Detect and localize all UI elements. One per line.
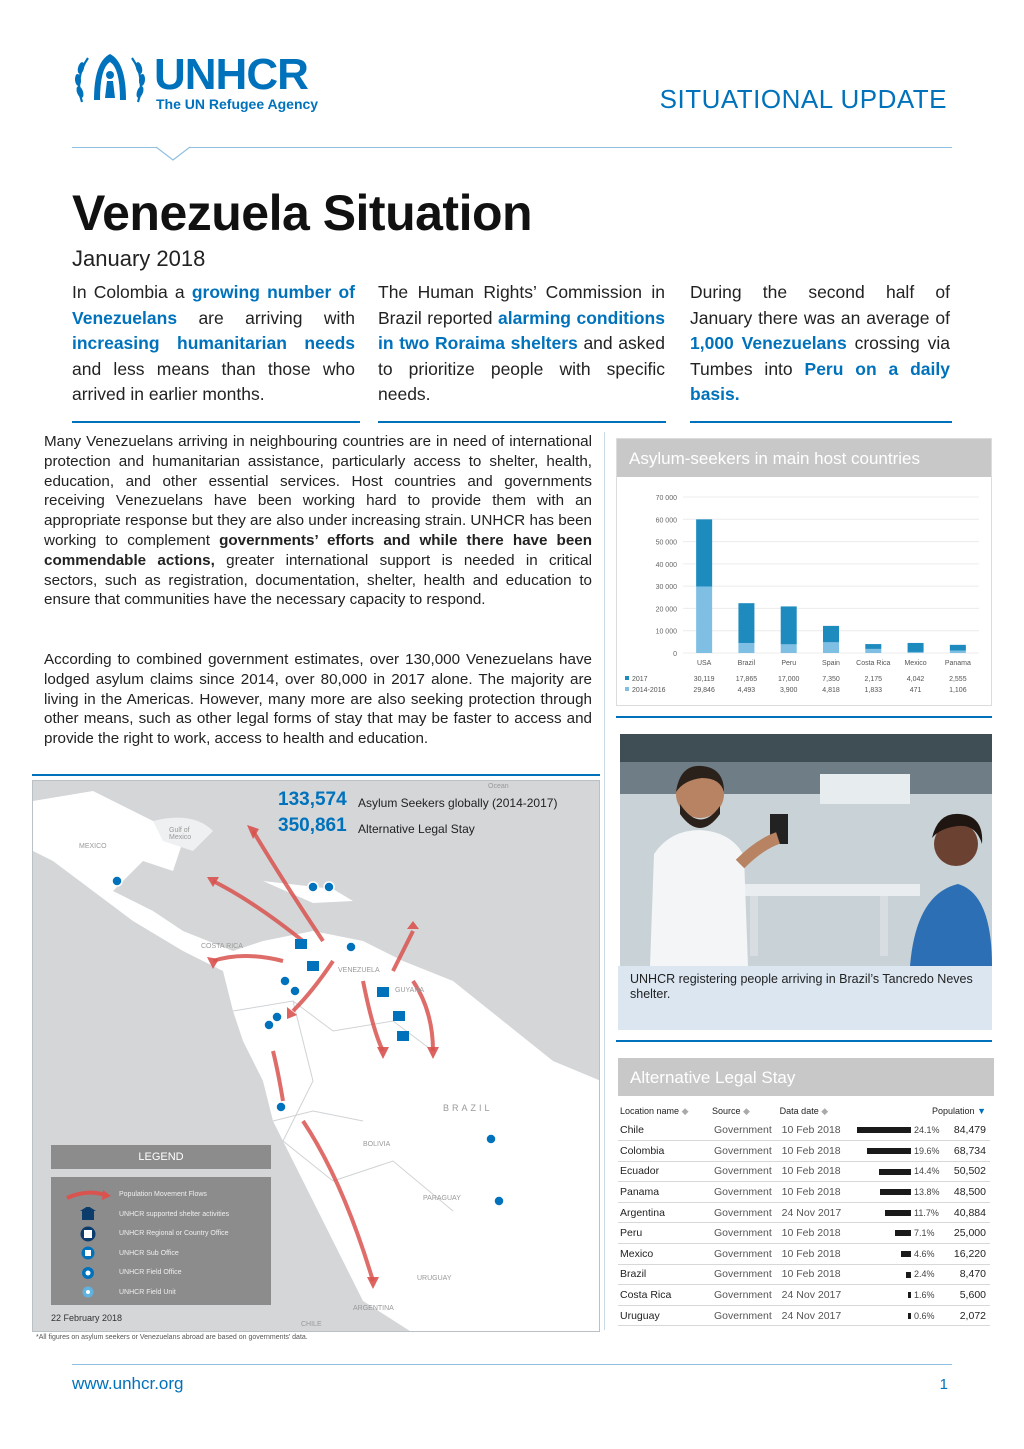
- als-pop: 40,884: [953, 1206, 986, 1219]
- y-tick-label: 40 000: [655, 561, 677, 569]
- als-pct: 7.1%: [914, 1228, 935, 1239]
- legend-item-field-unit: UNHCR Field Unit: [63, 1283, 263, 1303]
- als-pct-bar: [901, 1251, 911, 1257]
- als-pop: 48,500: [953, 1186, 986, 1199]
- als-population-cell: [855, 1264, 990, 1285]
- page-subtitle: January 2018: [72, 246, 206, 271]
- legend-item-field-office: UNHCR Field Office: [63, 1263, 263, 1283]
- als-pct-bar: [885, 1210, 911, 1216]
- als-pop: 2,072: [959, 1309, 986, 1322]
- bar-2017: [823, 626, 839, 642]
- y-tick-label: 10 000: [655, 628, 677, 636]
- als-pct-bar: [880, 1189, 911, 1195]
- als-population-cell: [855, 1223, 990, 1244]
- photo-illustration: [620, 734, 992, 966]
- flow-arrow-icon: [63, 1189, 113, 1201]
- als-col-population[interactable]: Population ▼: [932, 1106, 986, 1116]
- column-rule-1: [72, 421, 360, 423]
- table-row: [618, 1161, 990, 1182]
- als-population-cell: [855, 1305, 990, 1326]
- data-table-value: 471: [909, 687, 922, 694]
- als-date: 24 Nov 2017: [781, 1289, 842, 1302]
- column-separator: [604, 432, 605, 1330]
- map-label-guyana: GUYANA: [395, 987, 425, 994]
- unhcr-logo: [72, 48, 352, 118]
- als-date: 10 Feb 2018: [781, 1165, 841, 1178]
- map-stat-2-value: 350,861: [278, 815, 347, 836]
- als-pct: 2.4%: [914, 1269, 935, 1280]
- legend-item-flows: Population Movement Flows: [63, 1185, 263, 1205]
- table-row: [618, 1141, 990, 1162]
- highlight-column-3: During the second half of January there was an average of 1,000 Venezuelans crossing via Tumbes into Peru on a daily basis.: [690, 282, 950, 405]
- als-pct: 11.7%: [914, 1207, 939, 1218]
- legend-item-shelter: UNHCR supported shelter activities: [63, 1205, 263, 1225]
- als-location: Colombia: [620, 1144, 665, 1157]
- als-source: Government: [713, 1289, 772, 1302]
- als-table: [618, 1102, 990, 1326]
- data-table-value: 30,119: [693, 676, 715, 683]
- map-label-uruguay: URUGUAY: [417, 1275, 452, 1282]
- map-label-venezuela: VENEZUELA: [338, 967, 380, 974]
- als-pct-bar: [906, 1272, 911, 1278]
- x-tick-label: Panama: [944, 660, 971, 667]
- als-date: 24 Nov 2017: [781, 1206, 842, 1219]
- als-pop: 8,470: [959, 1268, 986, 1281]
- data-table-value: 3,900: [779, 687, 798, 694]
- map-label-argentina: ARGENTINA: [353, 1305, 394, 1312]
- als-pop: 50,502: [953, 1165, 986, 1178]
- als-population-cell: [855, 1244, 990, 1265]
- legend-label: 2014-2016: [632, 687, 666, 694]
- bar-2014-2016: [865, 649, 881, 653]
- data-table-value: 2,555: [949, 676, 967, 683]
- als-pct: 0.6%: [914, 1310, 935, 1321]
- als-population-cell: [855, 1182, 990, 1203]
- als-pct-bar: [857, 1127, 911, 1133]
- field-office-icon: [63, 1266, 113, 1280]
- y-tick-label: 0: [673, 651, 677, 658]
- data-table-value: 29,846: [693, 687, 715, 694]
- als-source: Government: [713, 1165, 772, 1178]
- als-source: Government: [713, 1227, 772, 1240]
- shelter-icon: [63, 1207, 113, 1221]
- map-stat-1-value: 133,574: [278, 789, 347, 810]
- als-location: Peru: [620, 1227, 643, 1240]
- map-label-bolivia: BOLIVIA: [363, 1141, 391, 1148]
- als-title: Alternative Legal Stay: [618, 1058, 994, 1096]
- map-label-costa-rica: COSTA RICA: [201, 943, 243, 950]
- data-table-value: 2,175: [864, 676, 883, 683]
- bar-2017: [696, 519, 712, 586]
- als-table-body: [618, 1120, 990, 1326]
- als-pop: 68,734: [953, 1144, 986, 1157]
- als-pop: 5,600: [959, 1289, 986, 1302]
- body-paragraph-1: Many Venezuelans arriving in neighbouring countries are in need of international protection and humanitarian assistance, particularly access to shelter, health, education, and other essential services. Host countries and governments receiving Venezuelans have been working hard to provide them with an appropriate response but they are also under increasing strain. UNHCR has been working to complement governments’ efforts and while there have been commendable actions, greater international support is needed in critical sectors, such as registration, documentation, shelter, health and education to ensure that communities have the necessary capacity to respond.: [44, 433, 593, 609]
- y-tick-label: 60 000: [655, 517, 677, 525]
- als-pct: 1.6%: [914, 1290, 935, 1301]
- asylum-bar-chart: [617, 477, 991, 705]
- field-unit-icon: [63, 1285, 113, 1299]
- als-pop: 16,220: [953, 1247, 986, 1260]
- chart-rule: [616, 716, 992, 718]
- body-rule: [32, 774, 600, 776]
- bar-2014-2016: [823, 642, 839, 653]
- data-table-value: 17,865: [735, 676, 758, 683]
- photo-caption: UNHCR registering people arriving in Brazil’s Tancredo Neves shelter.: [618, 966, 992, 1030]
- situational-update-tag: SITUATIONAL UPDATE: [659, 84, 947, 114]
- als-pct-bar: [879, 1169, 911, 1175]
- map-date: 22 February 2018: [51, 1313, 123, 1323]
- x-tick-label: Spain: [822, 660, 840, 667]
- highlight-column-1: In Colombia a growing number of Venezuelans are arriving with increasing humanitarian needs and less means than those who arrived in earlier months.: [72, 282, 355, 405]
- page-number: 1: [939, 1376, 948, 1393]
- column-rule-3: [690, 421, 952, 423]
- divider-notch-icon: [156, 146, 190, 162]
- als-population-cell: [855, 1161, 990, 1182]
- als-location: Brazil: [620, 1268, 647, 1281]
- map-label-chile: CHILE: [301, 1321, 322, 1328]
- als-pop: 84,479: [953, 1124, 986, 1137]
- table-row: [618, 1182, 990, 1203]
- als-pop: 25,000: [953, 1227, 986, 1240]
- als-source: Government: [713, 1186, 772, 1199]
- als-pct: 24.1%: [914, 1125, 940, 1136]
- body-paragraph-2: According to combined government estimates, over 130,000 Venezuelans have lodged asylum claims since 2014, over 80,000 in 2017 alone. The majority are living in the Americas. However, many more are also seeking protection through other means, such as other legal forms of stay that may be faster to access and provide the right to work, access to health and education.: [44, 651, 592, 748]
- bar-2017: [781, 606, 797, 644]
- data-table-value: 4,493: [737, 687, 756, 694]
- regional-office-icon: [63, 1226, 113, 1242]
- legend-swatch: [625, 687, 629, 691]
- bar-2017: [738, 603, 754, 643]
- als-header-row: [618, 1102, 990, 1120]
- registration-photo: [620, 734, 992, 966]
- als-col-location[interactable]: Location name ◆: [620, 1105, 689, 1116]
- als-source: Government: [713, 1247, 772, 1260]
- als-source: Government: [713, 1206, 772, 1219]
- bar-2014-2016: [738, 643, 754, 653]
- table-row: [618, 1120, 990, 1141]
- sort-icon: ◆: [743, 1105, 750, 1116]
- table-row: [618, 1305, 990, 1326]
- x-tick-label: Mexico: [904, 660, 927, 667]
- y-tick-label: 20 000: [655, 606, 677, 614]
- map-label-gulf: Gulf of Mexico: [169, 827, 192, 841]
- als-pct-bar: [895, 1230, 911, 1236]
- legend-list: [63, 1185, 263, 1302]
- data-table-value: 1,106: [949, 687, 967, 694]
- sort-icon: ◆: [821, 1105, 829, 1116]
- table-row: [618, 1223, 990, 1244]
- als-source: Government: [713, 1144, 772, 1157]
- photo-rule: [616, 1040, 992, 1042]
- sort-desc-icon: ▼: [977, 1106, 986, 1116]
- venezuela-situation-map: [32, 780, 600, 1332]
- table-row: [618, 1285, 990, 1306]
- als-date: 24 Nov 2017: [781, 1309, 842, 1322]
- data-table-value: 1,833: [864, 687, 883, 694]
- als-pct: 19.6%: [914, 1145, 940, 1156]
- legend-item-regional-office: UNHCR Regional or Country Office: [63, 1224, 263, 1244]
- als-source: Government: [713, 1124, 772, 1137]
- asylum-chart-panel: [616, 438, 992, 706]
- unhcr-emblem-icon: [72, 48, 148, 112]
- table-row: [618, 1264, 990, 1285]
- bar-2017: [950, 645, 966, 651]
- chart-title: Asylum-seekers in main host countries: [617, 439, 991, 477]
- table-row: [618, 1202, 990, 1223]
- bar-2017: [865, 644, 881, 649]
- als-pct-bar: [908, 1313, 911, 1319]
- als-date: 10 Feb 2018: [781, 1124, 841, 1137]
- map-stat-2-label: Alternative Legal Stay: [358, 822, 475, 836]
- als-population-cell: [855, 1285, 990, 1306]
- als-date: 10 Feb 2018: [781, 1144, 841, 1157]
- als-location: Argentina: [620, 1206, 665, 1219]
- x-tick-label: USA: [696, 660, 712, 667]
- map-stat-1-label: Asylum Seekers globally (2014-2017): [358, 796, 558, 810]
- map-label-ocean: Ocean: [488, 783, 509, 790]
- als-location: Panama: [620, 1186, 660, 1199]
- data-table-value: 17,000: [778, 676, 800, 683]
- header-divider: [72, 147, 952, 148]
- bar-2017: [908, 643, 924, 652]
- map-legend-title: LEGEND: [51, 1145, 271, 1169]
- als-col-source[interactable]: Source ◆: [711, 1105, 750, 1116]
- y-tick-label: 70 000: [655, 495, 677, 502]
- y-tick-label: 50 000: [655, 539, 677, 547]
- als-date: 10 Feb 2018: [781, 1227, 841, 1240]
- legend-swatch: [625, 676, 629, 680]
- als-population-cell: [855, 1141, 990, 1162]
- sub-office-icon: [63, 1246, 113, 1260]
- als-population-cell: [855, 1202, 990, 1223]
- als-population-cell: [855, 1120, 990, 1141]
- als-date: 10 Feb 2018: [781, 1247, 841, 1260]
- x-tick-label: Costa Rica: [856, 660, 891, 667]
- data-table-value: 4,042: [906, 676, 925, 683]
- map-label-paraguay: PARAGUAY: [423, 1195, 461, 1202]
- x-tick-label: Brazil: [737, 660, 756, 667]
- sort-icon: ◆: [681, 1105, 689, 1116]
- als-date: 10 Feb 2018: [781, 1268, 841, 1281]
- als-pct-bar: [908, 1292, 912, 1298]
- als-pct: 4.6%: [914, 1248, 935, 1259]
- als-col-date[interactable]: Data date ◆: [779, 1105, 829, 1116]
- map-label-mexico: MEXICO: [79, 843, 107, 850]
- x-tick-label: Peru: [781, 660, 797, 667]
- map-footnote: *All figures on asylum seekers or Venezuelans abroad are based on governments’ data.: [36, 1334, 308, 1341]
- y-tick-label: 30 000: [655, 584, 677, 592]
- als-source: Government: [713, 1309, 772, 1322]
- data-table-value: 7,350: [822, 676, 840, 683]
- bar-2014-2016: [908, 652, 924, 653]
- als-date: 10 Feb 2018: [781, 1186, 841, 1199]
- als-source: Government: [713, 1268, 772, 1281]
- legend-item-sub-office: UNHCR Sub Office: [63, 1244, 263, 1264]
- als-location: Costa Rica: [620, 1289, 672, 1302]
- als-location: Uruguay: [620, 1309, 660, 1322]
- page-title: Venezuela Situation: [72, 185, 533, 241]
- als-location: Mexico: [620, 1247, 654, 1260]
- als-pct: 13.8%: [914, 1187, 940, 1198]
- alternative-legal-stay-panel: [618, 1058, 994, 1326]
- als-pct: 14.4%: [914, 1166, 940, 1177]
- highlight-column-2: The Human Rights’ Commission in Brazil reported alarming conditions in two Roraima shelters and asked to prioritize people with specific needs.: [378, 282, 665, 405]
- bar-2014-2016: [950, 651, 966, 653]
- footer-divider: [72, 1364, 952, 1365]
- footer-website-link[interactable]: www.unhcr.org: [72, 1374, 184, 1393]
- logo-wordmark: UNHCR: [154, 50, 308, 99]
- column-rule-2: [378, 421, 666, 423]
- map-label-brazil: BRAZIL: [443, 1103, 493, 1113]
- legend-label: 2017: [632, 676, 648, 683]
- logo-tagline: The UN Refugee Agency: [156, 96, 319, 112]
- als-location: Chile: [620, 1124, 644, 1137]
- als-location: Ecuador: [620, 1165, 660, 1178]
- bar-2014-2016: [781, 644, 797, 653]
- map-legend: [51, 1177, 271, 1305]
- table-row: [618, 1244, 990, 1265]
- data-table-value: 4,818: [822, 687, 840, 694]
- bar-2014-2016: [696, 586, 712, 653]
- als-pct-bar: [867, 1148, 911, 1154]
